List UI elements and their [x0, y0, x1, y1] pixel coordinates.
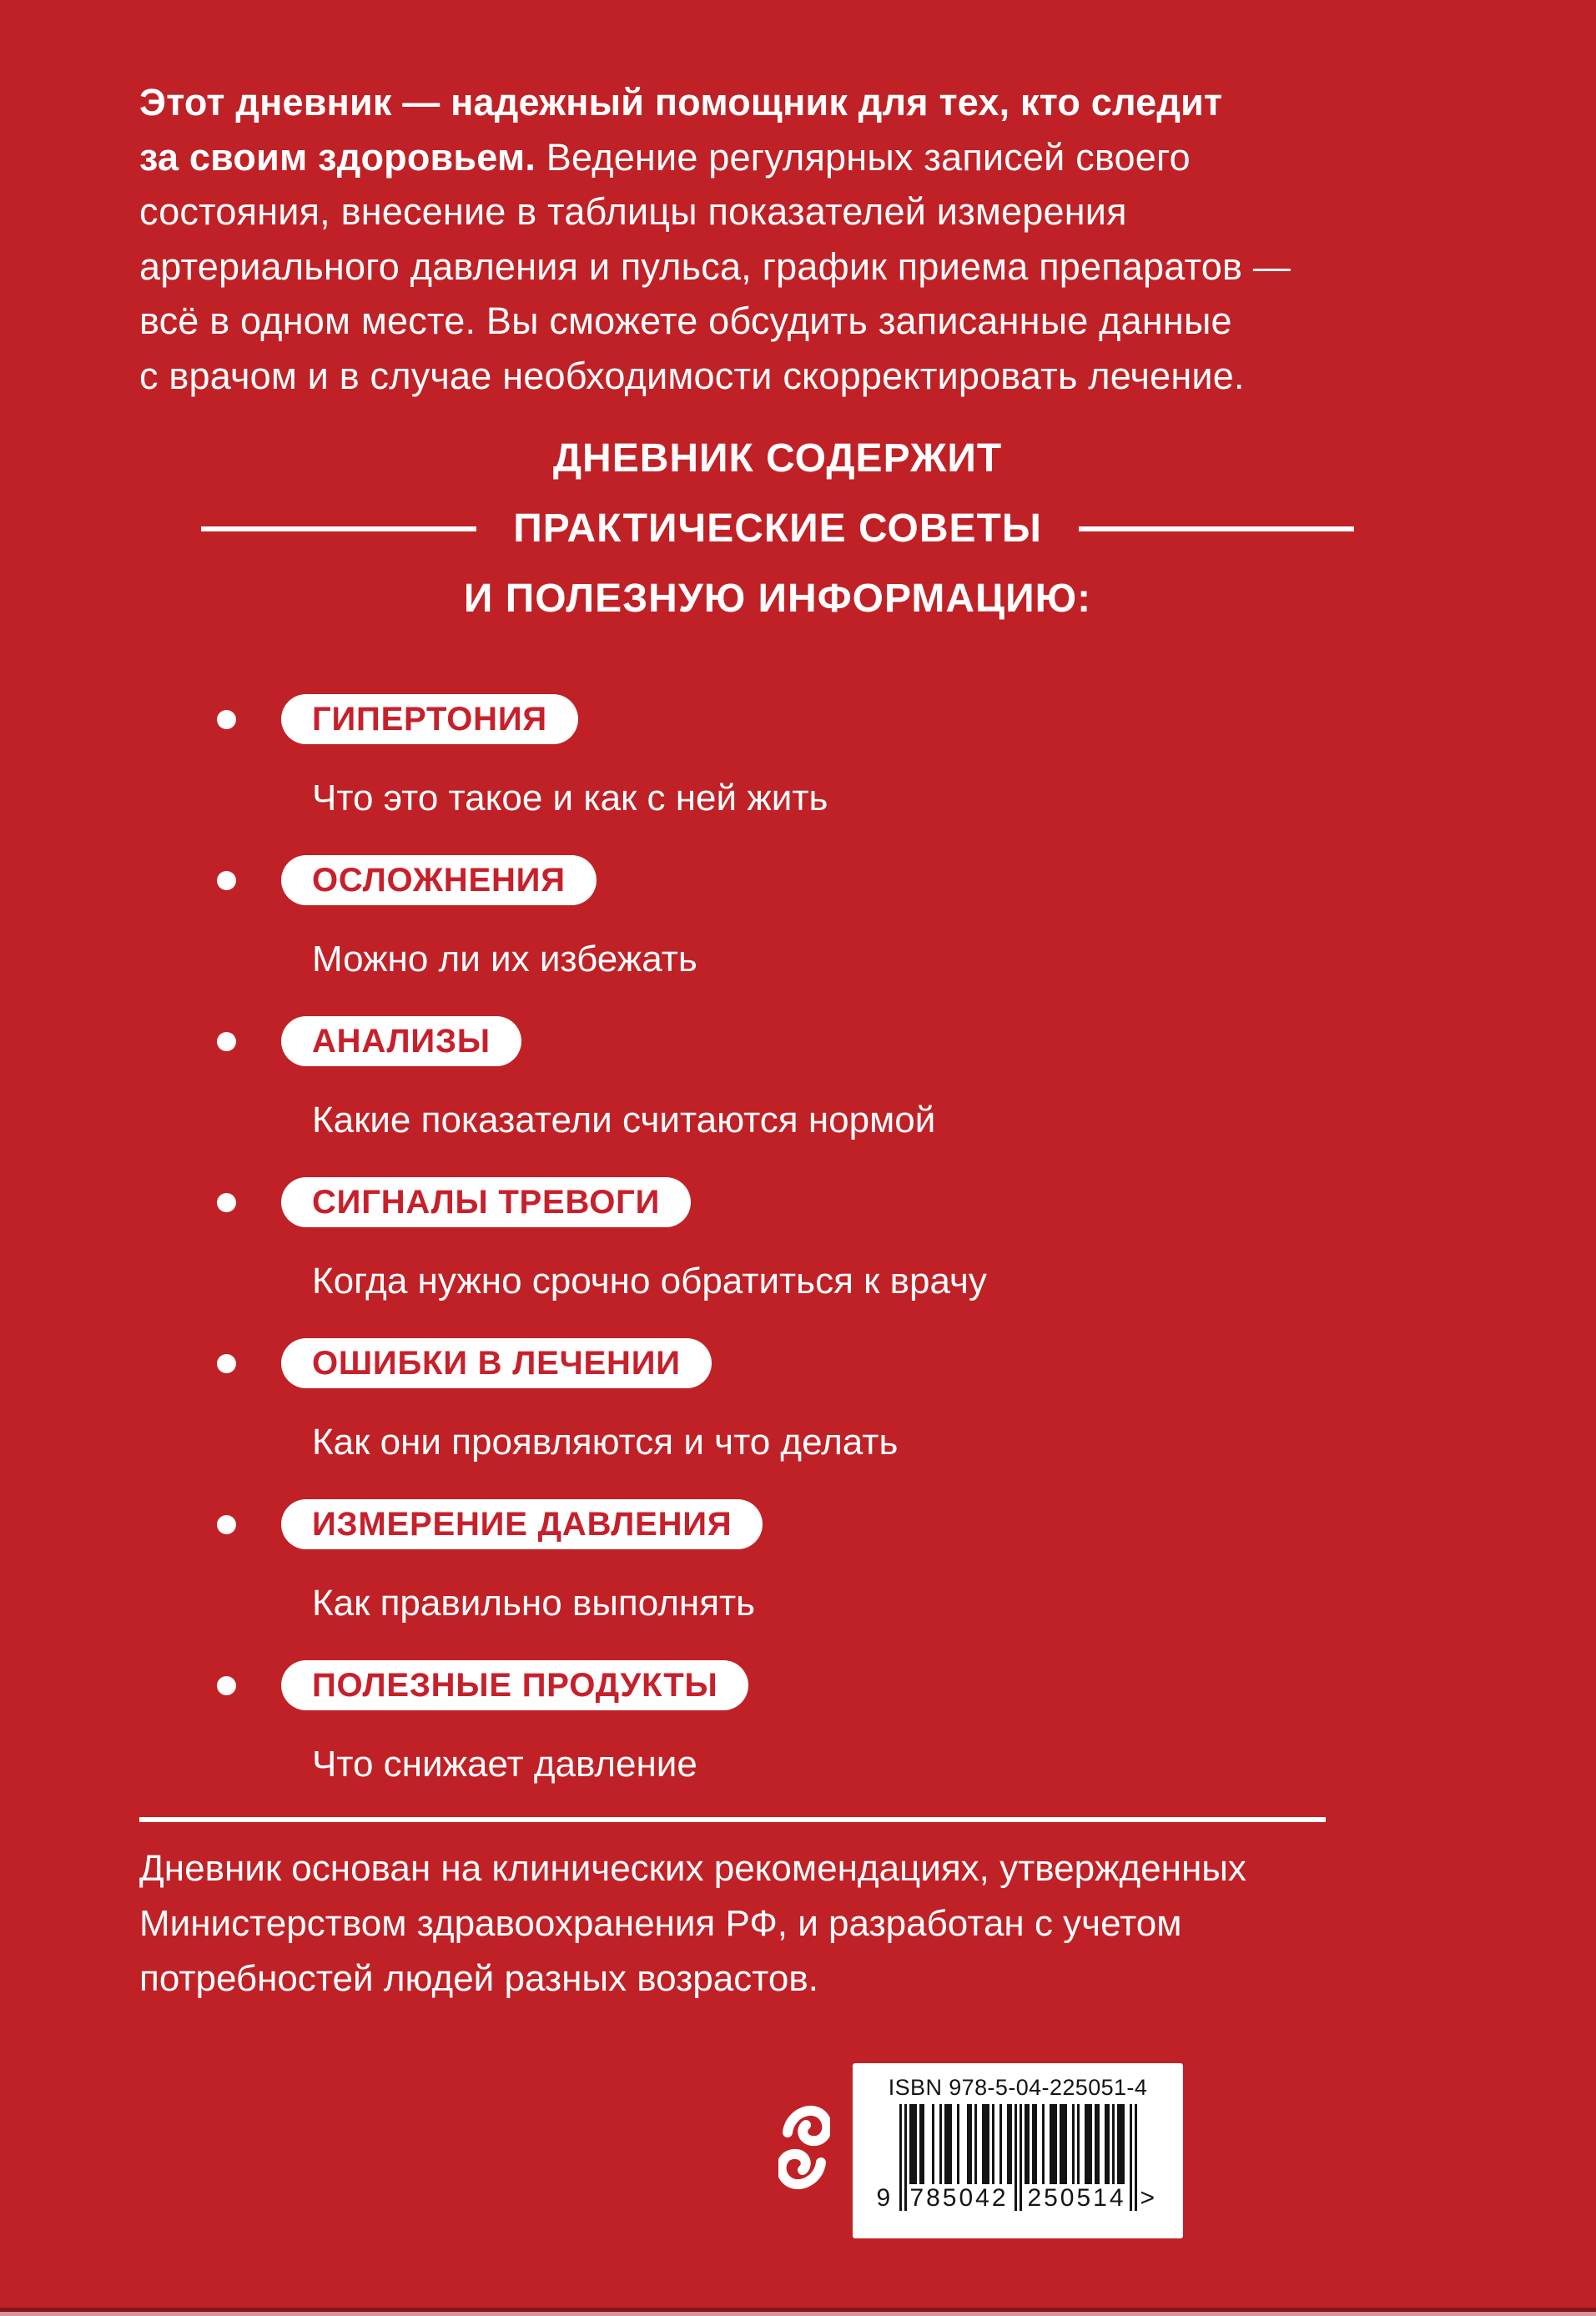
topic-badge: ОСЛОЖНЕНИЯ: [281, 855, 597, 905]
footnote-divider: [139, 1817, 1326, 1822]
list-item: [281, 1660, 987, 1784]
heading-rule-right: [1079, 526, 1354, 531]
barcode-digits-right-group: 250514: [1027, 2184, 1126, 2212]
topic-subtitle: Какие показатели считаются нормой: [312, 1100, 936, 1140]
topic-subtitle: Что это такое и как с ней жить: [312, 778, 828, 818]
intro-line: всё в одном месте. Вы сможете обсудить записанные данные: [139, 300, 1232, 342]
intro-line: Этот дневник — надежный помощник для тех, кто следит: [139, 81, 1223, 123]
footnote-line: Дневник основан на клинических рекомендациях, утвержденных: [139, 1848, 1246, 1889]
list-item: [281, 694, 987, 818]
bullet-icon: [217, 1032, 236, 1051]
footnote-line: потребностей людей разных возрастов.: [139, 1958, 818, 1999]
topic-badge: СИГНАЛЫ ТРЕВОГИ: [281, 1177, 691, 1227]
heading-line-2: ПРАКТИЧЕСКИЕ СОВЕТЫ: [513, 506, 1042, 551]
barcode-digits: [876, 2183, 1155, 2215]
section-heading: [139, 424, 1416, 634]
topic-badge: ГИПЕРТОНИЯ: [281, 694, 578, 744]
intro-line: с врачом и в случае необходимости скорректировать лечение.: [139, 354, 1245, 397]
topic-subtitle: Что снижает давление: [312, 1744, 697, 1785]
bullet-icon: [217, 1193, 236, 1212]
intro-line: за своим здоровьем. Ведение регулярных записей своего: [139, 135, 1191, 179]
list-item: [281, 1016, 987, 1140]
list-item: [281, 1499, 987, 1623]
bullet-icon: [217, 710, 236, 729]
topic-subtitle: Как правильно выполнять: [312, 1583, 756, 1624]
footnote-line: Министерством здравоохранения РФ, и разработан с учетом: [139, 1903, 1182, 1944]
bullet-icon: [217, 871, 236, 890]
topic-subtitle: Как они проявляются и что делать: [312, 1422, 899, 1463]
heading-line-3: И ПОЛЕЗНУЮ ИНФОРМАЦИЮ:: [463, 576, 1092, 621]
list-item: [281, 1338, 987, 1462]
page-edge: [0, 2312, 1596, 2316]
barcode-panel: [853, 2063, 1183, 2238]
bullet-icon: [217, 1515, 236, 1534]
list-item: [281, 855, 987, 979]
intro-paragraph: [139, 75, 1491, 403]
barcode-digit-lead: 9: [876, 2184, 891, 2212]
isbn-label: ISBN 978-5-04-225051-4: [888, 2075, 1148, 2100]
barcode-trailing-mark: >: [1140, 2184, 1155, 2212]
bullet-icon: [217, 1354, 236, 1373]
heading-rule-left: [201, 526, 476, 531]
topic-subtitle: Можно ли их избежать: [312, 939, 697, 979]
heading-line-1: ДНЕВНИК СОДЕРЖИТ: [552, 436, 1003, 481]
heading-line-2-row: [139, 494, 1416, 564]
topic-badge: ИЗМЕРЕНИЕ ДАВЛЕНИЯ: [281, 1499, 763, 1549]
barcode-digits-left-group: 785042: [909, 2184, 1009, 2212]
list-item: [281, 1177, 987, 1301]
topic-badge: АНАЛИЗЫ: [281, 1016, 521, 1066]
topics-list: [281, 694, 987, 1821]
barcode: [876, 2104, 1155, 2238]
footnote: [139, 1841, 1246, 2006]
topic-badge: ПОЛЕЗНЫЕ ПРОДУКТЫ: [281, 1660, 748, 1710]
bullet-icon: [217, 1676, 236, 1695]
intro-line: артериального давления и пульса, график приема препаратов —: [139, 244, 1291, 288]
topic-badge: ОШИБКИ В ЛЕЧЕНИИ: [281, 1338, 712, 1388]
publisher-logo-icon: [778, 2102, 830, 2193]
topic-subtitle: Когда нужно срочно обратиться к врачу: [312, 1261, 987, 1301]
intro-line: состояния, внесение в таблицы показателей измерения: [139, 190, 1127, 233]
